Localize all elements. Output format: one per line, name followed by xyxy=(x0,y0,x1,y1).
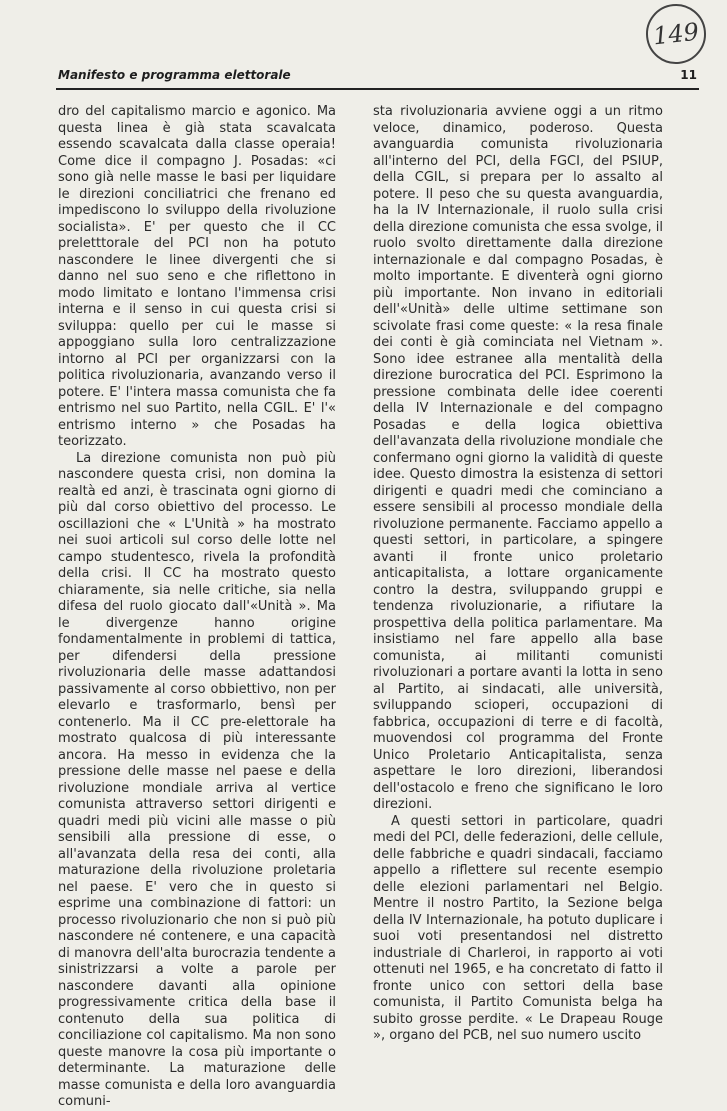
header-title: Manifesto e programma elettorale xyxy=(58,68,291,82)
page-number: 11 xyxy=(680,68,697,82)
left-column xyxy=(58,104,336,1111)
paragraph: dro del capitalismo marcio e agonico. Ma questa linea è già stata scavalcata essendo scavalcata dalla classe operaia! Come dice il compagno J. Posadas: «ci sono già nelle masse le basi per liquidare le direzioni conciliatrici che frenano ed impediscono lo sviluppo della rivoluzione socialista». E' per questo che il CC preletttorale del PCI non ha potuto nascondere le linee divergenti che si danno nel suo seno e che riflettono in modo limitato e lontano l'immensa crisi interna e il senso in cui questa crisi si sviluppa: quello per cui le masse si appoggiano sulla loro centralizzazione intorno al PCI per organizzarsi con la politica rivoluzionaria, avanzando verso il potere. E' l'intera massa comunista che fa entrismo nel suo Partito, nella CGIL. E' l'« entrismo interno » che Posadas ha teorizzato. xyxy=(58,104,336,449)
paragraph: sta rivoluzionaria avviene oggi a un ritmo veloce, dinamico, poderoso. Questa avanguardia comunista rivoluzionaria all'interno del PCI, della FGCI, del PSIUP, della CGIL, si prepara per lo assalto al potere. Il peso che su questa avanguardia, ha la IV Internazionale, il ruolo sulla crisi della direzione comunista che essa svolge, il ruolo svolto direttamente dalla direzione internazionale e dal compagno Posadas, è molto importante. E diventerà ogni giorno più importante. Non invano in editoriali dell'«Unità» delle ultime settimane son scivolate frasi come queste: « la resa finale dei conti è già cominciata nel Vietnam ». Sono idee estranee alla mentalità della direzione burocratica del PCI. Esprimono la pressione combinata delle idee coerenti della IV Internazionale e del compagno Posadas e della logica obiettiva dell'avanzata della rivoluzione mondiale che confermano ogni giorno la validità di queste idee. Questo dimostra la esistenza di settori dirigenti e quadri medi che cominciano a essere sensibili al processo mondiale della rivoluzione permanente. Facciamo appello a questi settori, in particolare, a spingere avanti il fronte unico proletario anticapitalista, a lottare organicamente contro la destra, sviluppando gruppi e tendenza rivoluzionarie, a rifiutare la prospettiva della politica parlamentare. Ma insistiamo nel fare appello alla base comunista, ai militanti comunisti rivoluzionari a portare avanti la lotta in seno al Partito, ai sindacati, alle università, sviluppando scioperi, occupazioni di fabbrica, occupazioni di terre e di facoltà, muovendosi col programma del Fronte Unico Proletario Anticapitalista, senza aspettare le loro direzioni, liberandosi dell'ostacolo e freno che significano le loro direzioni. xyxy=(373,104,664,812)
handwritten-page-number: 149 xyxy=(643,1,709,67)
right-column xyxy=(373,104,663,1045)
paragraph: La direzione comunista non può più nascondere questa crisi, non domina la realtà ed anzi, è trascinata ogni giorno di più dal corso obiettivo del processo. Le oscillazioni che « L'Unità » ha mostrato nei suoi articoli sul corso delle lotte nel campo studentesco, rivela la profondità della crisi. Il CC ha mostrato questo chiaramente, sia nelle critiche, sia nella difesa del ruolo giocato dall'«Unità ». Ma le divergenze hanno origine fondamentalmente in problemi di tattica, per difendersi della pressione rivoluzionaria delle masse adattandosi passivamente al corso obbiettivo, non per elevarlo e trasformarlo, bensì per contenerlo. Ma il CC pre-elettorale ha mostrato qualcosa di più interessante ancora. Ha messo in evidenza che la pressione delle masse nel paese e della rivoluzione mondiale arriva al vertice comunista attraverso settori dirigenti e quadri medi più vicini alle masse o più sensibili alla pressione di esse, o all'avanzata della resa dei conti, alla maturazione della rivoluzione proletaria nel paese. E' vero che in questo si esprime una combinazione di fattori: un processo rivoluzionario che non si può più nascondere né contenere, e una capacità di manovra dell'alta burocrazia tendente a sinistrizzarsi a volte a parole per nascondere davanti alla opinione progressivamente critica della base il contenuto della sua politica di conciliazione col capitalismo. Ma non sono queste manovre la cosa più importante o determinante. La maturazione delle masse comunista e della loro avanguardia comuni- xyxy=(58,450,336,1109)
header-rule xyxy=(56,88,699,90)
paragraph: A questi settori in particolare, quadri medi del PCI, delle federazioni, delle cellule, delle fabbriche e quadri sindacali, facciamo appello a riflettere sul recente esempio delle elezioni parlamentari nel Belgio. Mentre il nostro Partito, la Sezione belga della IV Internazionale, ha potuto duplicare i suoi voti presentandosi nel distretto industriale di Charleroi, in rapporto ai voti ottenuti nel 1965, e ha concretato di fatto il fronte unico con settori della base comunista, il Partito Comunista belga ha subito grosse perdite. « Le Drapeau Rouge », organo del PCB, nel suo numero uscito xyxy=(373,813,663,1043)
